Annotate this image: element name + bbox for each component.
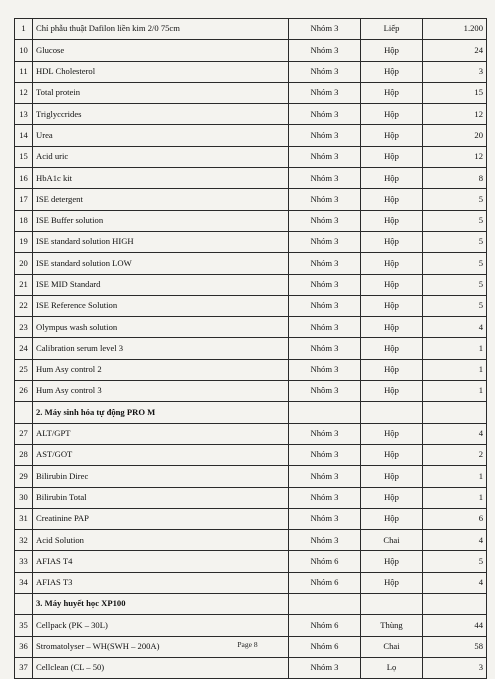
item-name-cell: HDL Cholesterol <box>33 61 289 82</box>
item-quantity-cell: 1 <box>423 359 487 380</box>
item-group-cell: Nhóm 3 <box>289 19 361 40</box>
item-unit-cell: Hộp <box>361 487 423 508</box>
table-row <box>15 338 487 359</box>
item-quantity-cell: 24 <box>423 40 487 61</box>
item-quantity-cell <box>423 402 487 423</box>
item-number-cell: 10 <box>15 40 33 61</box>
item-quantity-cell: 5 <box>423 295 487 316</box>
item-number-cell <box>15 402 33 423</box>
item-unit-cell: Hộp <box>361 381 423 402</box>
item-unit-cell: Hộp <box>361 189 423 210</box>
table-row <box>15 615 487 636</box>
item-name-cell: AFIAS T4 <box>33 551 289 572</box>
item-number-cell: 31 <box>15 508 33 529</box>
item-group-cell: Nhóm 3 <box>289 125 361 146</box>
item-unit-cell: Hộp <box>361 572 423 593</box>
item-unit-cell: Hộp <box>361 359 423 380</box>
table-row <box>15 146 487 167</box>
item-name-cell: Olympus wash solution <box>33 317 289 338</box>
item-number-cell: 23 <box>15 317 33 338</box>
item-unit-cell: Hộp <box>361 295 423 316</box>
table-row <box>15 487 487 508</box>
item-group-cell: Nhóm 3 <box>289 487 361 508</box>
item-name-cell: AST/GOT <box>33 444 289 465</box>
item-quantity-cell: 5 <box>423 551 487 572</box>
item-number-cell: 35 <box>15 615 33 636</box>
item-group-cell: Nhóm 3 <box>289 295 361 316</box>
item-group-cell: Nhóm 3 <box>289 168 361 189</box>
item-quantity-cell: 6 <box>423 508 487 529</box>
item-group-cell: Nhóm 3 <box>289 530 361 551</box>
section-row <box>15 594 487 615</box>
item-quantity-cell: 12 <box>423 104 487 125</box>
item-group-cell: Nhóm 3 <box>289 338 361 359</box>
item-name-cell: ISE Reference Solution <box>33 295 289 316</box>
table-row <box>15 359 487 380</box>
item-unit-cell: Hộp <box>361 551 423 572</box>
item-quantity-cell: 5 <box>423 189 487 210</box>
item-name-cell: ISE standard solution LOW <box>33 253 289 274</box>
page-footer: Page 8 <box>237 640 258 649</box>
item-group-cell: Nhóm 6 <box>289 636 361 657</box>
table-row <box>15 61 487 82</box>
item-quantity-cell: 5 <box>423 274 487 295</box>
item-group-cell: Nhóm 3 <box>289 61 361 82</box>
table-row <box>15 104 487 125</box>
item-unit-cell: Lọ <box>361 657 423 678</box>
item-unit-cell: Hộp <box>361 338 423 359</box>
item-number-cell: 14 <box>15 125 33 146</box>
item-number-cell: 24 <box>15 338 33 359</box>
item-name-cell: Stromatolyser – WH(SWH – 200A) <box>33 636 289 657</box>
item-number-cell: 28 <box>15 444 33 465</box>
item-name-cell: Bilirubin Direc <box>33 466 289 487</box>
item-quantity-cell: 4 <box>423 423 487 444</box>
item-number-cell: 22 <box>15 295 33 316</box>
item-number-cell: 36 <box>15 636 33 657</box>
item-number-cell: 11 <box>15 61 33 82</box>
item-group-cell: Nhóm 3 <box>289 82 361 103</box>
item-group-cell: Nhóm 6 <box>289 551 361 572</box>
item-number-cell: 21 <box>15 274 33 295</box>
table-row <box>15 231 487 252</box>
item-name-cell: Total protein <box>33 82 289 103</box>
item-name-cell: Calibration serum level 3 <box>33 338 289 359</box>
item-name-cell: Cellclean (CL – 50) <box>33 657 289 678</box>
table-row <box>15 657 487 678</box>
table-row <box>15 210 487 231</box>
item-group-cell: Nhóm 3 <box>289 104 361 125</box>
item-name-cell: ISE detergent <box>33 189 289 210</box>
item-name-cell: 2. Máy sinh hóa tự động PRO M <box>33 402 289 423</box>
item-name-cell: Glucose <box>33 40 289 61</box>
item-quantity-cell: 5 <box>423 210 487 231</box>
item-unit-cell: Thùng <box>361 615 423 636</box>
table-row <box>15 168 487 189</box>
item-unit-cell: Hộp <box>361 274 423 295</box>
table-row <box>15 444 487 465</box>
item-group-cell: Nhóm 3 <box>289 210 361 231</box>
item-name-cell: Hum Asy control 2 <box>33 359 289 380</box>
item-quantity-cell: 1 <box>423 381 487 402</box>
item-group-cell: Nhóm 6 <box>289 615 361 636</box>
item-quantity-cell: 1.200 <box>423 19 487 40</box>
table-row <box>15 317 487 338</box>
item-name-cell: Acid Solution <box>33 530 289 551</box>
item-name-cell: Urea <box>33 125 289 146</box>
item-name-cell: ISE Buffer solution <box>33 210 289 231</box>
item-number-cell: 32 <box>15 530 33 551</box>
item-unit-cell: Hộp <box>361 104 423 125</box>
table-row <box>15 423 487 444</box>
item-name-cell: AFIAS T3 <box>33 572 289 593</box>
item-quantity-cell: 2 <box>423 444 487 465</box>
item-group-cell: Nhóm 3 <box>289 317 361 338</box>
item-quantity-cell: 3 <box>423 61 487 82</box>
item-unit-cell: Hộp <box>361 82 423 103</box>
item-quantity-cell <box>423 594 487 615</box>
item-quantity-cell: 3 <box>423 657 487 678</box>
section-row <box>15 402 487 423</box>
item-number-cell: 33 <box>15 551 33 572</box>
item-unit-cell: Hộp <box>361 146 423 167</box>
item-number-cell: 19 <box>15 231 33 252</box>
item-number-cell: 18 <box>15 210 33 231</box>
item-number-cell: 15 <box>15 146 33 167</box>
item-name-cell: HbA1c kit <box>33 168 289 189</box>
item-unit-cell: Hộp <box>361 168 423 189</box>
item-group-cell: Nhóm 6 <box>289 572 361 593</box>
item-group-cell: Nhôm 3 <box>289 381 361 402</box>
item-unit-cell: Chai <box>361 530 423 551</box>
item-quantity-cell: 8 <box>423 168 487 189</box>
item-number-cell: 12 <box>15 82 33 103</box>
table-row <box>15 551 487 572</box>
table-row <box>15 125 487 146</box>
item-quantity-cell: 44 <box>423 615 487 636</box>
item-name-cell: Chỉ phẫu thuật Dafilon liền kim 2/0 75cm <box>33 19 289 40</box>
item-quantity-cell: 15 <box>423 82 487 103</box>
item-quantity-cell: 58 <box>423 636 487 657</box>
item-group-cell: Nhóm 3 <box>289 466 361 487</box>
item-name-cell: Creatinine PAP <box>33 508 289 529</box>
item-group-cell: Nhóm 3 <box>289 40 361 61</box>
table-row <box>15 530 487 551</box>
item-group-cell: Nhóm 3 <box>289 146 361 167</box>
item-quantity-cell: 4 <box>423 317 487 338</box>
item-group-cell: Nhóm 3 <box>289 423 361 444</box>
item-name-cell: ISE standard solution HIGH <box>33 231 289 252</box>
item-group-cell: Nhóm 3 <box>289 359 361 380</box>
item-number-cell: 34 <box>15 572 33 593</box>
item-unit-cell: Hộp <box>361 231 423 252</box>
item-number-cell: 27 <box>15 423 33 444</box>
items-table <box>14 18 487 679</box>
table-row <box>15 253 487 274</box>
table-row <box>15 508 487 529</box>
item-name-cell: Hum Asy control 3 <box>33 381 289 402</box>
item-number-cell: 13 <box>15 104 33 125</box>
item-quantity-cell: 5 <box>423 231 487 252</box>
item-name-cell: Triglyccrides <box>33 104 289 125</box>
item-unit-cell: Hộp <box>361 253 423 274</box>
table-row <box>15 189 487 210</box>
item-unit-cell: Hộp <box>361 125 423 146</box>
item-group-cell: Nhóm 3 <box>289 231 361 252</box>
table-row <box>15 274 487 295</box>
item-unit-cell: Hộp <box>361 40 423 61</box>
item-name-cell: Cellpack (PK – 30L) <box>33 615 289 636</box>
item-unit-cell: Hộp <box>361 317 423 338</box>
item-group-cell: Nhóm 3 <box>289 274 361 295</box>
item-unit-cell: Hộp <box>361 210 423 231</box>
table-row <box>15 466 487 487</box>
item-unit-cell: Liếp <box>361 19 423 40</box>
item-number-cell: 26 <box>15 381 33 402</box>
item-quantity-cell: 5 <box>423 253 487 274</box>
item-group-cell: Nhóm 3 <box>289 508 361 529</box>
item-number-cell: 1 <box>15 19 33 40</box>
item-name-cell: Acid uric <box>33 146 289 167</box>
item-name-cell: ISE MID Standard <box>33 274 289 295</box>
item-number-cell <box>15 594 33 615</box>
item-name-cell: 3. Máy huyết học XP100 <box>33 594 289 615</box>
item-group-cell <box>289 402 361 423</box>
table-row <box>15 381 487 402</box>
item-unit-cell: Hộp <box>361 508 423 529</box>
item-group-cell <box>289 594 361 615</box>
item-unit-cell: Hộp <box>361 444 423 465</box>
item-number-cell: 25 <box>15 359 33 380</box>
table-row <box>15 572 487 593</box>
item-unit-cell: Chai <box>361 636 423 657</box>
item-number-cell: 16 <box>15 168 33 189</box>
item-name-cell: ALT/GPT <box>33 423 289 444</box>
item-quantity-cell: 20 <box>423 125 487 146</box>
item-number-cell: 17 <box>15 189 33 210</box>
item-group-cell: Nhóm 3 <box>289 189 361 210</box>
item-quantity-cell: 1 <box>423 487 487 508</box>
table-row <box>15 19 487 40</box>
table-row <box>15 295 487 316</box>
item-number-cell: 30 <box>15 487 33 508</box>
item-unit-cell: Hộp <box>361 466 423 487</box>
item-unit-cell <box>361 402 423 423</box>
item-unit-cell: Hộp <box>361 423 423 444</box>
item-name-cell: Bilirubin Total <box>33 487 289 508</box>
items-table-body <box>15 19 487 679</box>
item-group-cell: Nhóm 3 <box>289 253 361 274</box>
item-quantity-cell: 1 <box>423 338 487 359</box>
item-number-cell: 29 <box>15 466 33 487</box>
item-quantity-cell: 4 <box>423 572 487 593</box>
item-number-cell: 20 <box>15 253 33 274</box>
item-quantity-cell: 12 <box>423 146 487 167</box>
item-number-cell: 37 <box>15 657 33 678</box>
table-row <box>15 82 487 103</box>
item-unit-cell: Hộp <box>361 61 423 82</box>
table-row <box>15 40 487 61</box>
item-unit-cell <box>361 594 423 615</box>
item-group-cell: Nhóm 3 <box>289 444 361 465</box>
item-quantity-cell: 1 <box>423 466 487 487</box>
item-group-cell: Nhóm 3 <box>289 657 361 678</box>
item-quantity-cell: 4 <box>423 530 487 551</box>
